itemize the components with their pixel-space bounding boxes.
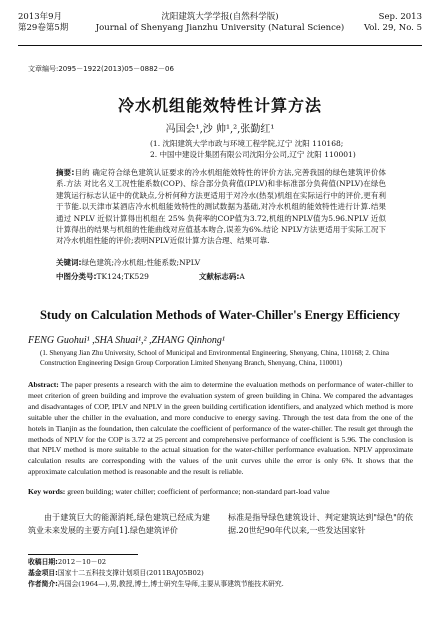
header-date-cn: 2013年9月 — [18, 12, 63, 22]
chinese-abstract-text: 目的 确定符合绿色建筑认证要求的冷水机组能效特性的评价方法,完善我国的绿色建筑评价体系.方法 对比名义工况性能系数(COP)、综合部分负荷值(IPLV)和非标准部分负荷值(NPLV)在绿色建筑运行标志认证中的优缺点,分析何种方法更适用于对冷水(热泵)机组在实际运行中的评价,更有利于节能.以天津市某酒店冷水机组能效特性的测试数据为基础,对冷水机组的能效特性进行计算.结果 通过 NPLV 近似计算得出机组在 25% 负荷率的COP值为3.72,机组的NPLV值为5.96.NPLV 近似计算得出的结果与机组的性能曲线对应值基本吻合,误差为6%.结论 NPLV方法更适用于实际工况下对冷水机组性能的评价;表明NPLV近似计算方法合理、结果可靠. — [56, 168, 386, 246]
chinese-keywords-label: 关键词: — [56, 258, 82, 267]
footnote-author-label: 作者简介: — [28, 580, 58, 588]
english-keywords-text: green building; water chiller; coefficient of performance; non-standard part-load value — [67, 487, 330, 496]
header-date-en: Sep. 2013 — [378, 12, 422, 22]
body-text-right-column: 标准是指导绿色建筑设计、判定建筑达到"绿色"的依据.20世纪90年代以来,一些发达国家针 — [228, 513, 413, 535]
header-volume-cn: 第29卷第5期 — [18, 23, 69, 33]
footnote-received-label: 收稿日期: — [28, 558, 58, 566]
english-authors: FENG Guohui¹ ,SHA Shuai¹,² ,ZHANG Qinhong¹ — [28, 335, 225, 346]
english-keywords-label: Key words: — [28, 487, 66, 496]
chinese-affiliation-2: 2. 中国中建设计集团有限公司沈阳分公司,辽宁 沈阳 110001) — [150, 150, 356, 159]
chinese-keywords-text: 绿色建筑;冷水机组;性能系数;NPLV — [81, 258, 201, 267]
footnote-author-text: 冯国会(1964—),男,教授,博士,博士研究生导师,主要从事建筑节能技术研究. — [57, 580, 284, 588]
classification-line — [56, 271, 386, 282]
chinese-title: 冷水机组能效特性计算方法 — [117, 96, 322, 115]
footnote-divider — [28, 554, 138, 555]
footnote-fund-text: 国家十二五科技支撑计划项目(2011BAJ05B02) — [57, 569, 204, 577]
english-title: Study on Calculation Methods of Water-Chiller's Energy Efficiency — [39, 308, 401, 322]
footnote-author — [28, 579, 413, 590]
footnote-received — [28, 557, 413, 568]
english-abstract-label: Abstract: — [28, 380, 59, 389]
header-volume-en: Vol. 29, No. 5 — [363, 23, 422, 33]
header-journal-cn: 沈阳建筑大学学报(自然科学版) — [161, 12, 279, 22]
header-journal-en: Journal of Shenyang Jianzhu University (Natural Science) — [95, 23, 345, 33]
chinese-affiliation-1: (1. 沈阳建筑大学市政与环境工程学院,辽宁 沈阳 110168; — [150, 139, 344, 148]
body-text-left-column: 由于建筑巨大的能源消耗,绿色建筑已经成为建筑业未来发展的主要方向[1].绿色建筑评价 — [28, 513, 210, 535]
chinese-keywords — [56, 257, 386, 268]
english-keywords — [28, 487, 413, 496]
english-abstract-text: The paper presents a research with the aim to determine the evaluation methods on performance of water-chiller to meet criterion of green building and improve the evaluation system of green building in China. We compared the advantages and disadvantages of COP, IPLV and NPLV in the green building certification identifiers, and analyzed which method is more suitable uher the chiller in the evaluation, and more conducive to energy saving. Through the test data from the one of the hotels in Tianjin as the foundation, then calculate the coefficient of performance of the water-chiller. The result get through the methods of NPLV for the COP is 3.72 at 25 percent and comprehensive performance of coefficient is 5.96. The conclusion is that NPLV method is more suitable to the actual situation for the water-chiller performance evaluation. NPLV approximate calculation results are corresponding with the values of the unit curves uhile the error is only 6%. It shows that the approximate calculation method is reasonable and the result is reliable. — [28, 380, 414, 477]
footnote-received-text: 2012－10－02 — [57, 558, 107, 566]
footnotes — [28, 557, 413, 590]
document-code-text: A — [239, 272, 245, 281]
document-code-label: 文献标志码: — [198, 272, 240, 281]
footnote-fund-label: 基金项目: — [28, 569, 58, 577]
footnote-fund — [28, 568, 413, 579]
article-number: 文章编号:2095－1922(2013)05－0882－06 — [28, 65, 174, 73]
english-abstract — [28, 380, 413, 478]
classification-text: TK124;TK529 — [96, 272, 149, 281]
chinese-affiliations — [150, 138, 356, 160]
chinese-abstract-label: 摘要: — [56, 168, 75, 177]
english-affiliations: (1. Shenyang Jian Zhu University, School of Municipal and Environmental Engineering, Shenyang, China, 110168; 2. China Construction Engineering Design Group Corporation Limited Shenyang Branch, Shenyang, China, 110001) — [40, 349, 390, 367]
chinese-authors: 冯国会¹,沙 帅¹,²,张勤红¹ — [165, 124, 275, 135]
journal-header — [18, 10, 422, 46]
chinese-abstract — [56, 167, 386, 247]
header-journal-name — [18, 12, 422, 34]
classification-label: 中图分类号: — [56, 272, 97, 281]
header-issue-en — [364, 12, 422, 34]
